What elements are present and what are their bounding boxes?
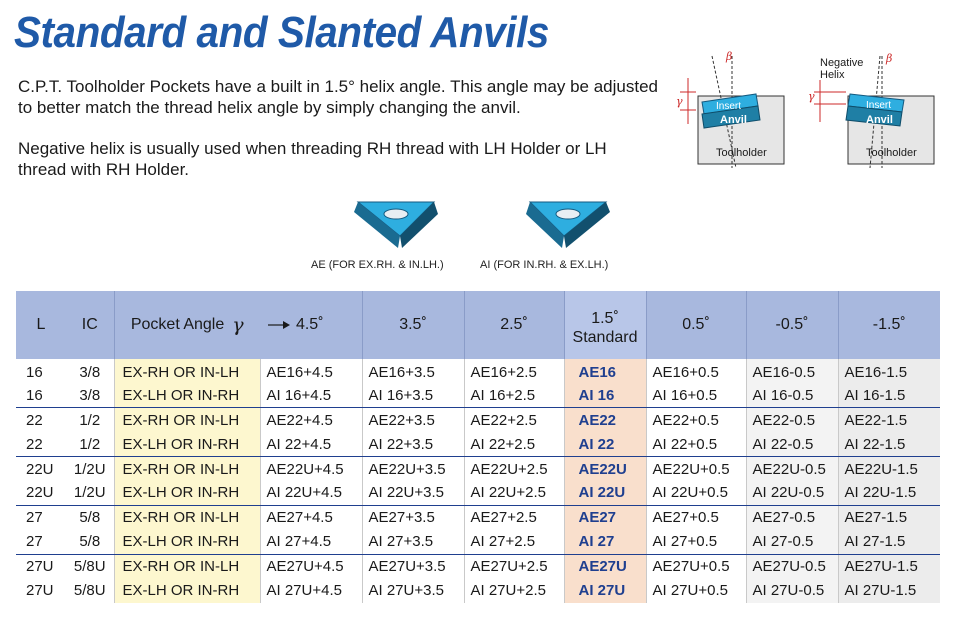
table-row	[16, 457, 940, 481]
table-cell: AE22U+0.5	[646, 457, 746, 481]
table-cell: AI 27U	[564, 579, 646, 603]
table-cell: AI 27-0.5	[746, 530, 838, 554]
table-cell: EX-RH OR IN-LH	[114, 359, 260, 383]
table-cell: EX-RH OR IN-LH	[114, 554, 260, 578]
table-cell: AI 22U-0.5	[746, 481, 838, 505]
table-cell: 27U	[26, 582, 54, 600]
table-cell: AI 22U+3.5	[362, 481, 464, 505]
table-cell: AI 22+0.5	[646, 432, 746, 456]
table-row	[16, 505, 940, 529]
table-cell: AE22U-1.5	[838, 457, 940, 481]
helix-label: Helix	[820, 69, 845, 81]
table-cell: AI 16+3.5	[362, 383, 464, 407]
table-cell: 3/8	[66, 383, 114, 407]
table-cell: 22U	[16, 481, 66, 505]
table-cell: 22	[16, 432, 66, 456]
table-cell: AE16+2.5	[464, 359, 564, 383]
table-cell: AE16+3.5	[362, 359, 464, 383]
table-cell: 27U	[26, 558, 54, 576]
table-cell: EX-LH OR IN-RH	[114, 481, 260, 505]
table-cell: AE27U-1.5	[838, 554, 940, 578]
beta-label: β	[726, 50, 733, 63]
table-cell: EX-LH OR IN-RH	[114, 383, 260, 407]
table-cell: AE22+2.5	[464, 408, 564, 432]
table-cell: 5/8U	[66, 554, 114, 578]
header-angle-3-5: 3.5˚	[362, 291, 464, 359]
table-cell: AE27+4.5	[260, 505, 362, 529]
table-cell: AI 27U+2.5	[464, 579, 564, 603]
toolholder-label-2: Toolholder	[866, 147, 917, 159]
intro-paragraph: C.P.T. Toolholder Pockets have a built in 1.5° helix angle. This angle may be adjusted to better match the thread helix angle by simply changing the anvil.	[18, 77, 658, 117]
table-cell: 5/8U	[66, 579, 114, 603]
page-title: Standard and Slanted Anvils	[14, 8, 549, 57]
table-cell: AE22-1.5	[838, 408, 940, 432]
table-cell: AE27U-0.5	[746, 554, 838, 578]
table-cell: AE27+3.5	[362, 505, 464, 529]
table-cell: AI 22U+2.5	[464, 481, 564, 505]
table-cell: AI 27U+4.5	[260, 579, 362, 603]
table-cell: AE16+4.5	[260, 359, 362, 383]
table-cell: EX-LH OR IN-RH	[114, 530, 260, 554]
table-cell: AE27+0.5	[646, 505, 746, 529]
table-row	[16, 432, 940, 456]
table-row	[16, 481, 940, 505]
ai-anvil-image	[522, 192, 612, 250]
table-cell: EX-RH OR IN-LH	[114, 505, 260, 529]
table-cell: 1/2U	[66, 457, 114, 481]
table-cell: AE22-0.5	[746, 408, 838, 432]
table-cell: AI 27-1.5	[838, 530, 940, 554]
table-cell: AE22+4.5	[260, 408, 362, 432]
ae-anvil-image	[352, 192, 442, 250]
table-cell: 27	[26, 509, 43, 527]
table-cell: AE27+2.5	[464, 505, 564, 529]
negative-label: Negative	[820, 57, 864, 69]
table-cell: AE27-0.5	[746, 505, 838, 529]
table-cell: AI 22U+0.5	[646, 481, 746, 505]
table-cell: AI 16-1.5	[838, 383, 940, 407]
table-cell: 16	[16, 383, 66, 407]
header-angle-1-5-standard: 1.5˚ Standard	[564, 291, 646, 359]
arrow-right-icon	[268, 320, 290, 330]
table-cell: EX-RH OR IN-LH	[114, 408, 260, 432]
table-cell: AE22U-0.5	[746, 457, 838, 481]
table-cell: AI 22+4.5	[260, 432, 362, 456]
table-cell: AE16-0.5	[746, 359, 838, 383]
table-cell: 1/2	[66, 408, 114, 432]
insert-label: Insert	[716, 101, 742, 112]
table-cell: AI 22+2.5	[464, 432, 564, 456]
header-angle-neg-0-5: -0.5˚	[746, 291, 838, 359]
table-cell: 27	[16, 530, 66, 554]
table-cell: 5/8	[66, 505, 114, 529]
table-body	[16, 359, 940, 603]
negative-helix-paragraph: Negative helix is usually used when threading RH thread with LH Holder or LH thread with RH Holder.	[18, 139, 607, 179]
header-angle-2-5: 2.5˚	[464, 291, 564, 359]
table-cell: AE27-1.5	[838, 505, 940, 529]
table-cell: AE22+3.5	[362, 408, 464, 432]
table-cell: AE16-1.5	[838, 359, 940, 383]
ai-caption: AI (FOR IN.RH. & EX.LH.)	[480, 259, 609, 271]
table-cell: 1/2U	[66, 481, 114, 505]
table-row	[16, 383, 940, 407]
table-row	[16, 530, 940, 554]
table-row	[16, 554, 940, 578]
table-cell: AE22U+2.5	[464, 457, 564, 481]
table-cell: AI 27U+3.5	[362, 579, 464, 603]
table-cell: AI 27+2.5	[464, 530, 564, 554]
helix-angle-diagram	[672, 48, 800, 170]
table-cell: AI 22	[564, 432, 646, 456]
table-cell: AI 22U+4.5	[260, 481, 362, 505]
table-cell: AE27U+4.5	[260, 554, 362, 578]
gamma-label-2: γ	[808, 90, 815, 103]
pocket-angle-label: Pocket Angle	[130, 316, 225, 333]
gamma-label: γ	[676, 95, 683, 108]
table-cell: AI 27+0.5	[646, 530, 746, 554]
table-cell: AI 22-1.5	[838, 432, 940, 456]
table-cell: AI 22+3.5	[362, 432, 464, 456]
table-cell: AI 27U-0.5	[746, 579, 838, 603]
table-cell: EX-LH OR IN-RH	[114, 579, 260, 603]
ae-caption: AE (FOR EX.RH. & IN.LH.)	[311, 259, 444, 271]
toolholder-label: Toolholder	[716, 147, 767, 159]
table-cell: AE22U	[564, 457, 646, 481]
table-cell: AE22+0.5	[646, 408, 746, 432]
header-row	[16, 291, 940, 359]
table-cell: 22	[26, 411, 43, 429]
table-cell: AI 22U	[564, 481, 646, 505]
header-ic: IC	[66, 291, 114, 359]
table-cell: AI 27+4.5	[260, 530, 362, 554]
table-cell: AI 16-0.5	[746, 383, 838, 407]
table-cell: AE22U+3.5	[362, 457, 464, 481]
gamma-symbol: γ	[232, 314, 244, 336]
table-cell: AI 27	[564, 530, 646, 554]
header-angle-neg-1-5: -1.5˚	[838, 291, 940, 359]
insert-label-2: Insert	[866, 100, 892, 111]
standard-label: Standard	[572, 329, 638, 346]
header-angle-0-5: 0.5˚	[646, 291, 746, 359]
table-cell: AI 22-0.5	[746, 432, 838, 456]
table-cell: 3/8	[66, 359, 114, 383]
table-cell: AE27	[564, 505, 646, 529]
header-l: L	[16, 291, 66, 359]
table-cell: AE27U	[564, 554, 646, 578]
table-cell: EX-LH OR IN-RH	[114, 432, 260, 456]
table-cell: AI 16	[564, 383, 646, 407]
table-row	[16, 359, 940, 383]
beta-label-2: β	[886, 52, 893, 65]
anvil-label-2: Anvil	[866, 114, 893, 126]
anvil-table	[16, 291, 940, 603]
table-cell: AI 16+4.5	[260, 383, 362, 407]
table-cell: AE22	[564, 408, 646, 432]
table-cell: AI 22U-1.5	[838, 481, 940, 505]
header-angle-4-5: 4.5˚	[260, 291, 362, 359]
table-row	[16, 579, 940, 603]
table-cell: AI 16+0.5	[646, 383, 746, 407]
table-cell: AE27U+0.5	[646, 554, 746, 578]
table-cell: AI 27U+0.5	[646, 579, 746, 603]
table-cell: AE27U+3.5	[362, 554, 464, 578]
table-cell: AI 27+3.5	[362, 530, 464, 554]
table-cell: AE27U+2.5	[464, 554, 564, 578]
table-cell: AI 27U-1.5	[838, 579, 940, 603]
table-cell: 16	[26, 364, 43, 382]
table-cell: EX-RH OR IN-LH	[114, 457, 260, 481]
header-pocket-angle	[114, 291, 260, 359]
anvil-label: Anvil	[720, 114, 747, 126]
table-cell: 1/2	[66, 432, 114, 456]
table-cell: AI 16+2.5	[464, 383, 564, 407]
table-cell: AE16	[564, 359, 646, 383]
table-row	[16, 408, 940, 432]
table-cell: 5/8	[66, 530, 114, 554]
table-cell: AE16+0.5	[646, 359, 746, 383]
table-cell: AE22U+4.5	[260, 457, 362, 481]
negative-helix-diagram	[806, 48, 946, 170]
table-cell: 22U	[26, 460, 54, 478]
